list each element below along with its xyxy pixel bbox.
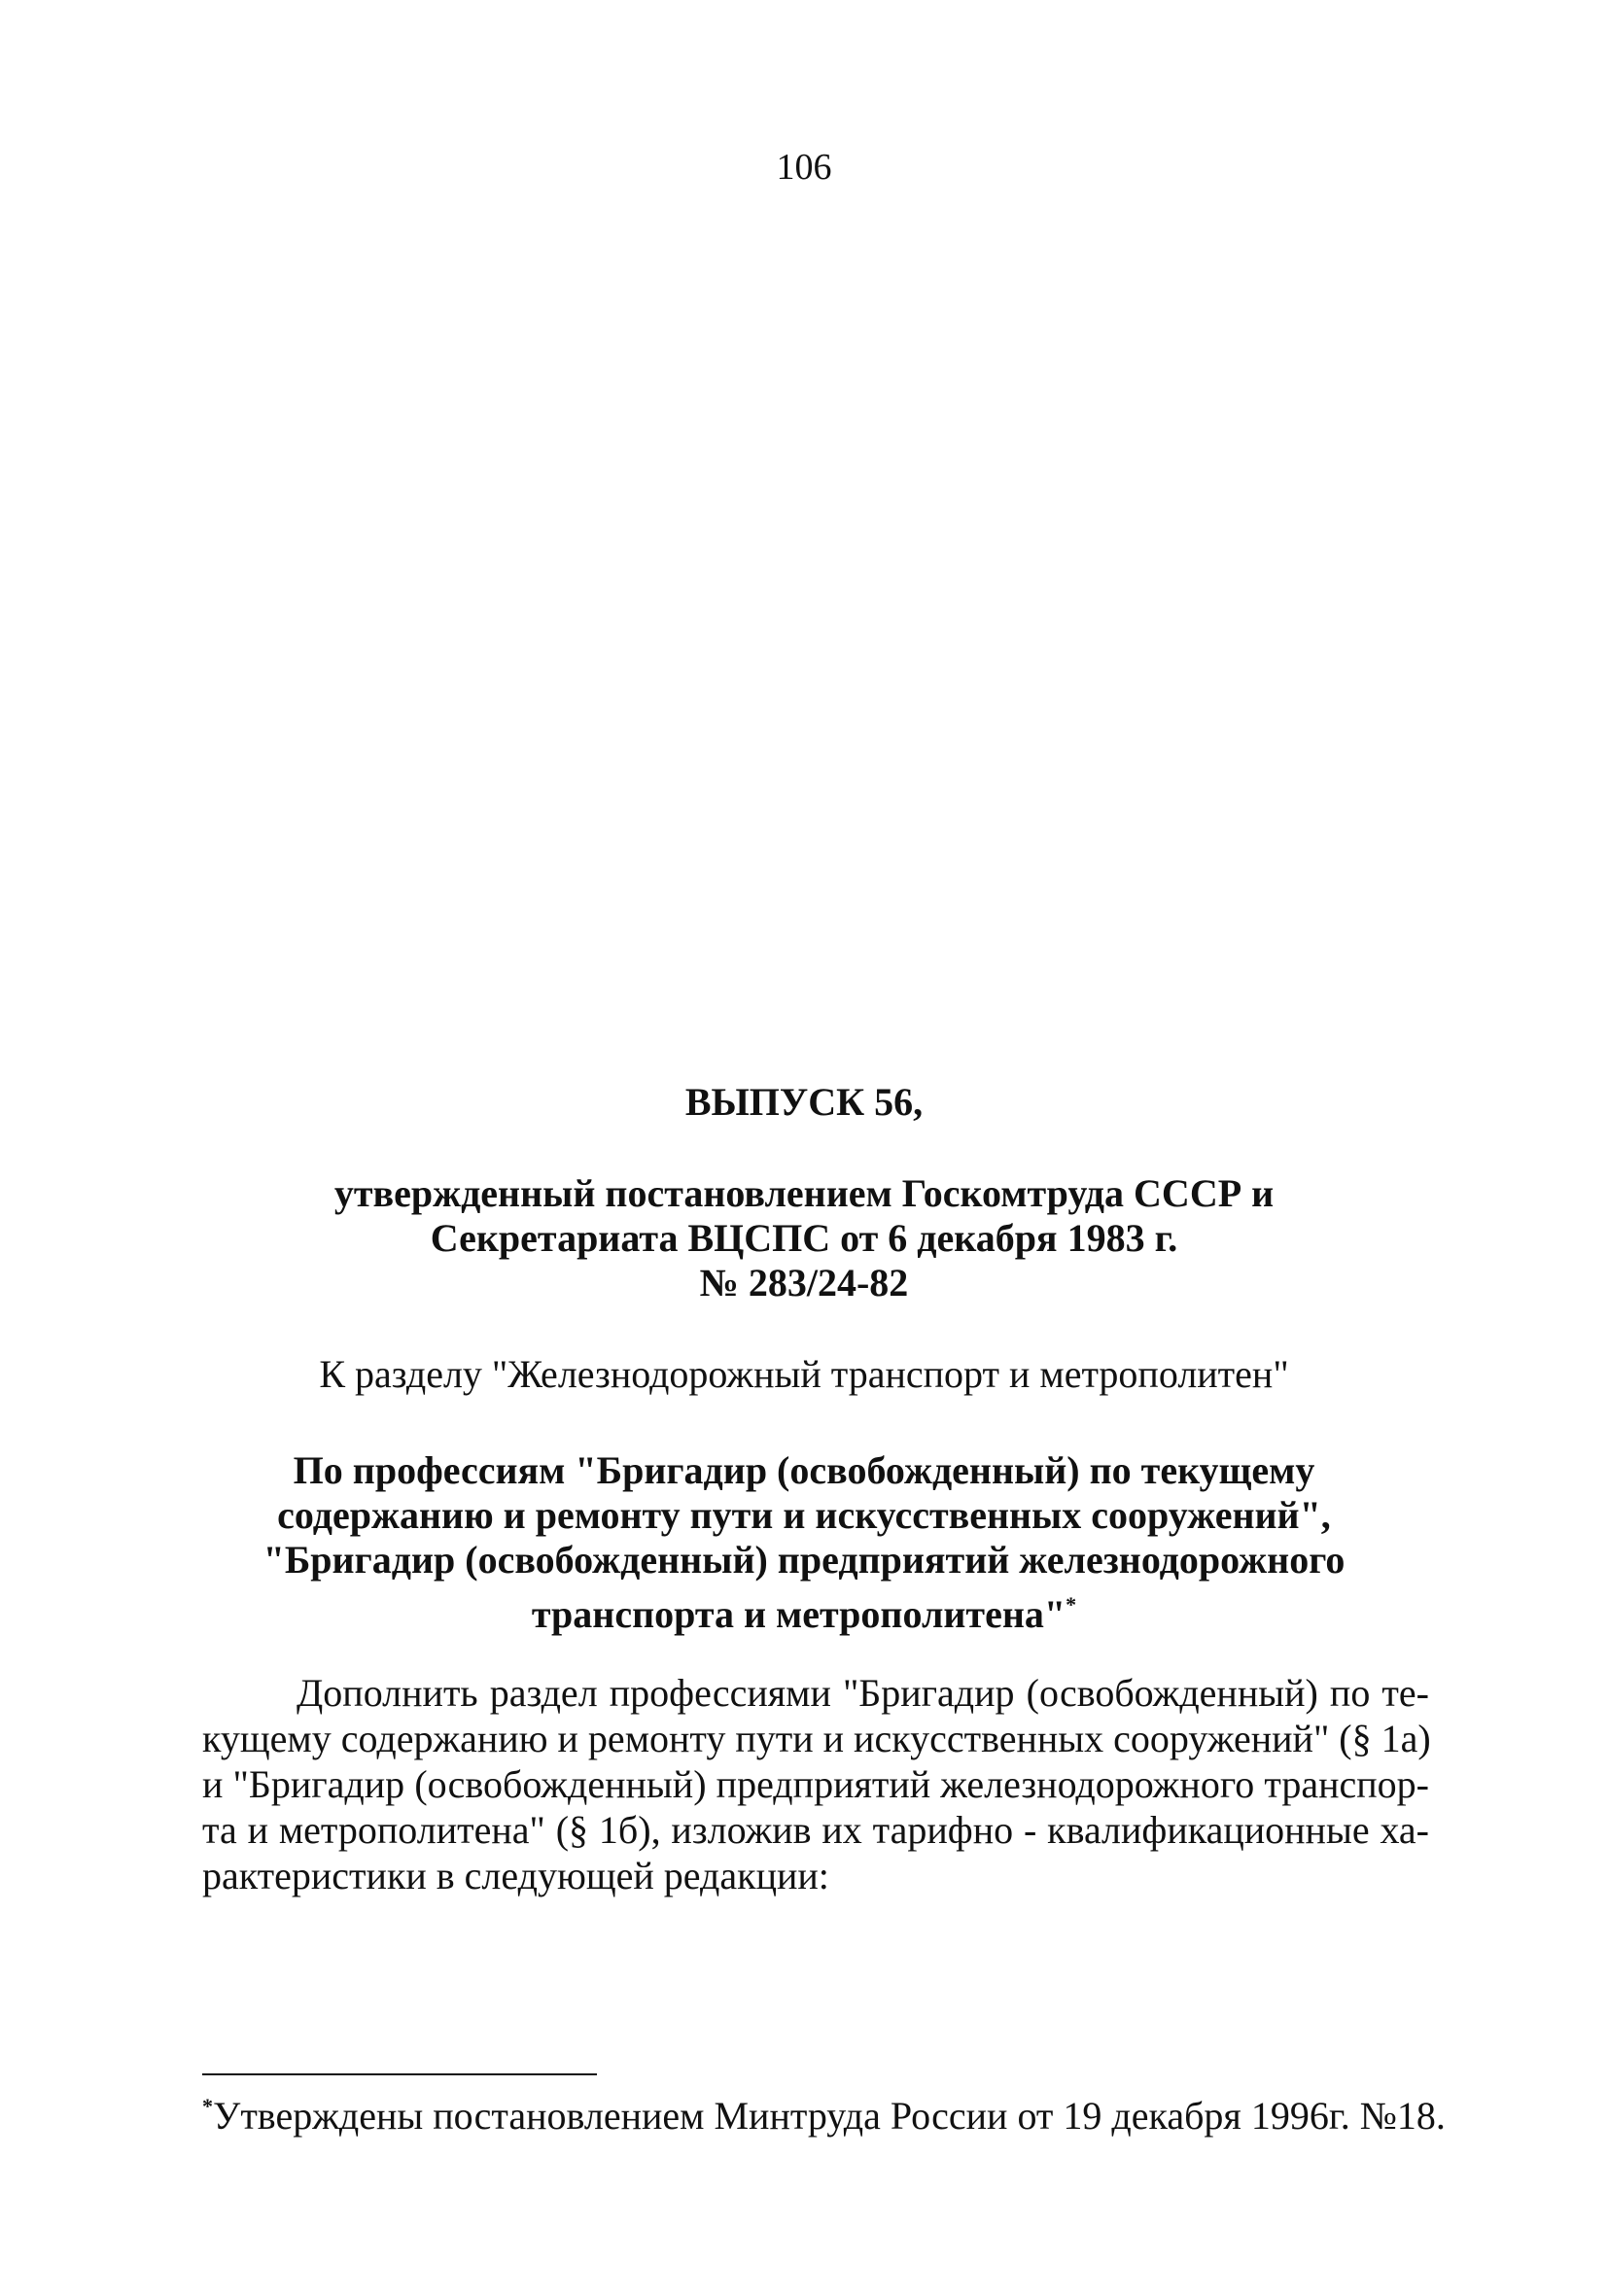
main-paragraph bbox=[202, 1670, 1429, 1898]
footnote bbox=[202, 2093, 1446, 2139]
paragraph-line: та и метрополитена" (§ 1б), изложив их тарифно - квалификационные ха- bbox=[202, 1808, 1429, 1852]
issue-title: ВЫПУСК 56, bbox=[684, 1080, 924, 1124]
footnote-marker: * bbox=[1066, 1592, 1077, 1617]
professions-line: содержанию и ремонту пути и искусственных сооружений", bbox=[277, 1493, 1331, 1537]
approval-block bbox=[0, 1171, 1608, 1305]
professions-line: По профессиям "Бригадир (освобожденный) по текущему bbox=[293, 1448, 1315, 1492]
footnote-text: Утверждены постановлением Минтруда России от 19 декабря 1996г. №18. bbox=[213, 2094, 1446, 2138]
approval-line: Секретариата ВЦСПС от 6 декабря 1983 г. bbox=[430, 1216, 1178, 1260]
page-number: 106 bbox=[776, 147, 832, 188]
paragraph-line: рактеристики в следующей редакции: bbox=[202, 1854, 829, 1897]
paragraph-line: и "Бригадир (освобожденный) предприятий железнодорожного транспор- bbox=[202, 1762, 1429, 1806]
professions-heading bbox=[0, 1448, 1608, 1637]
professions-line-last bbox=[0, 1583, 1608, 1637]
professions-line-text: транспорта и метрополитена" bbox=[531, 1592, 1066, 1636]
approval-line: утвержденный постановлением Госкомтруда СССР и bbox=[333, 1171, 1275, 1215]
footnote-marker: * bbox=[202, 2094, 213, 2118]
approval-number: № 283/24-82 bbox=[699, 1261, 909, 1305]
professions-line: "Бригадир (освобожденный) предприятий железнодорожного bbox=[262, 1538, 1346, 1582]
paragraph-line: Дополнить раздел профессиями "Бригадир (освобожденный) по те- bbox=[297, 1671, 1429, 1715]
paragraph-line: кущему содержанию и ремонту пути и искусственных сооружений" (§ 1а) bbox=[202, 1717, 1431, 1760]
section-reference: К разделу "Железнодорожный транспорт и метрополитен" bbox=[319, 1352, 1289, 1396]
footnote-separator bbox=[202, 2073, 597, 2075]
